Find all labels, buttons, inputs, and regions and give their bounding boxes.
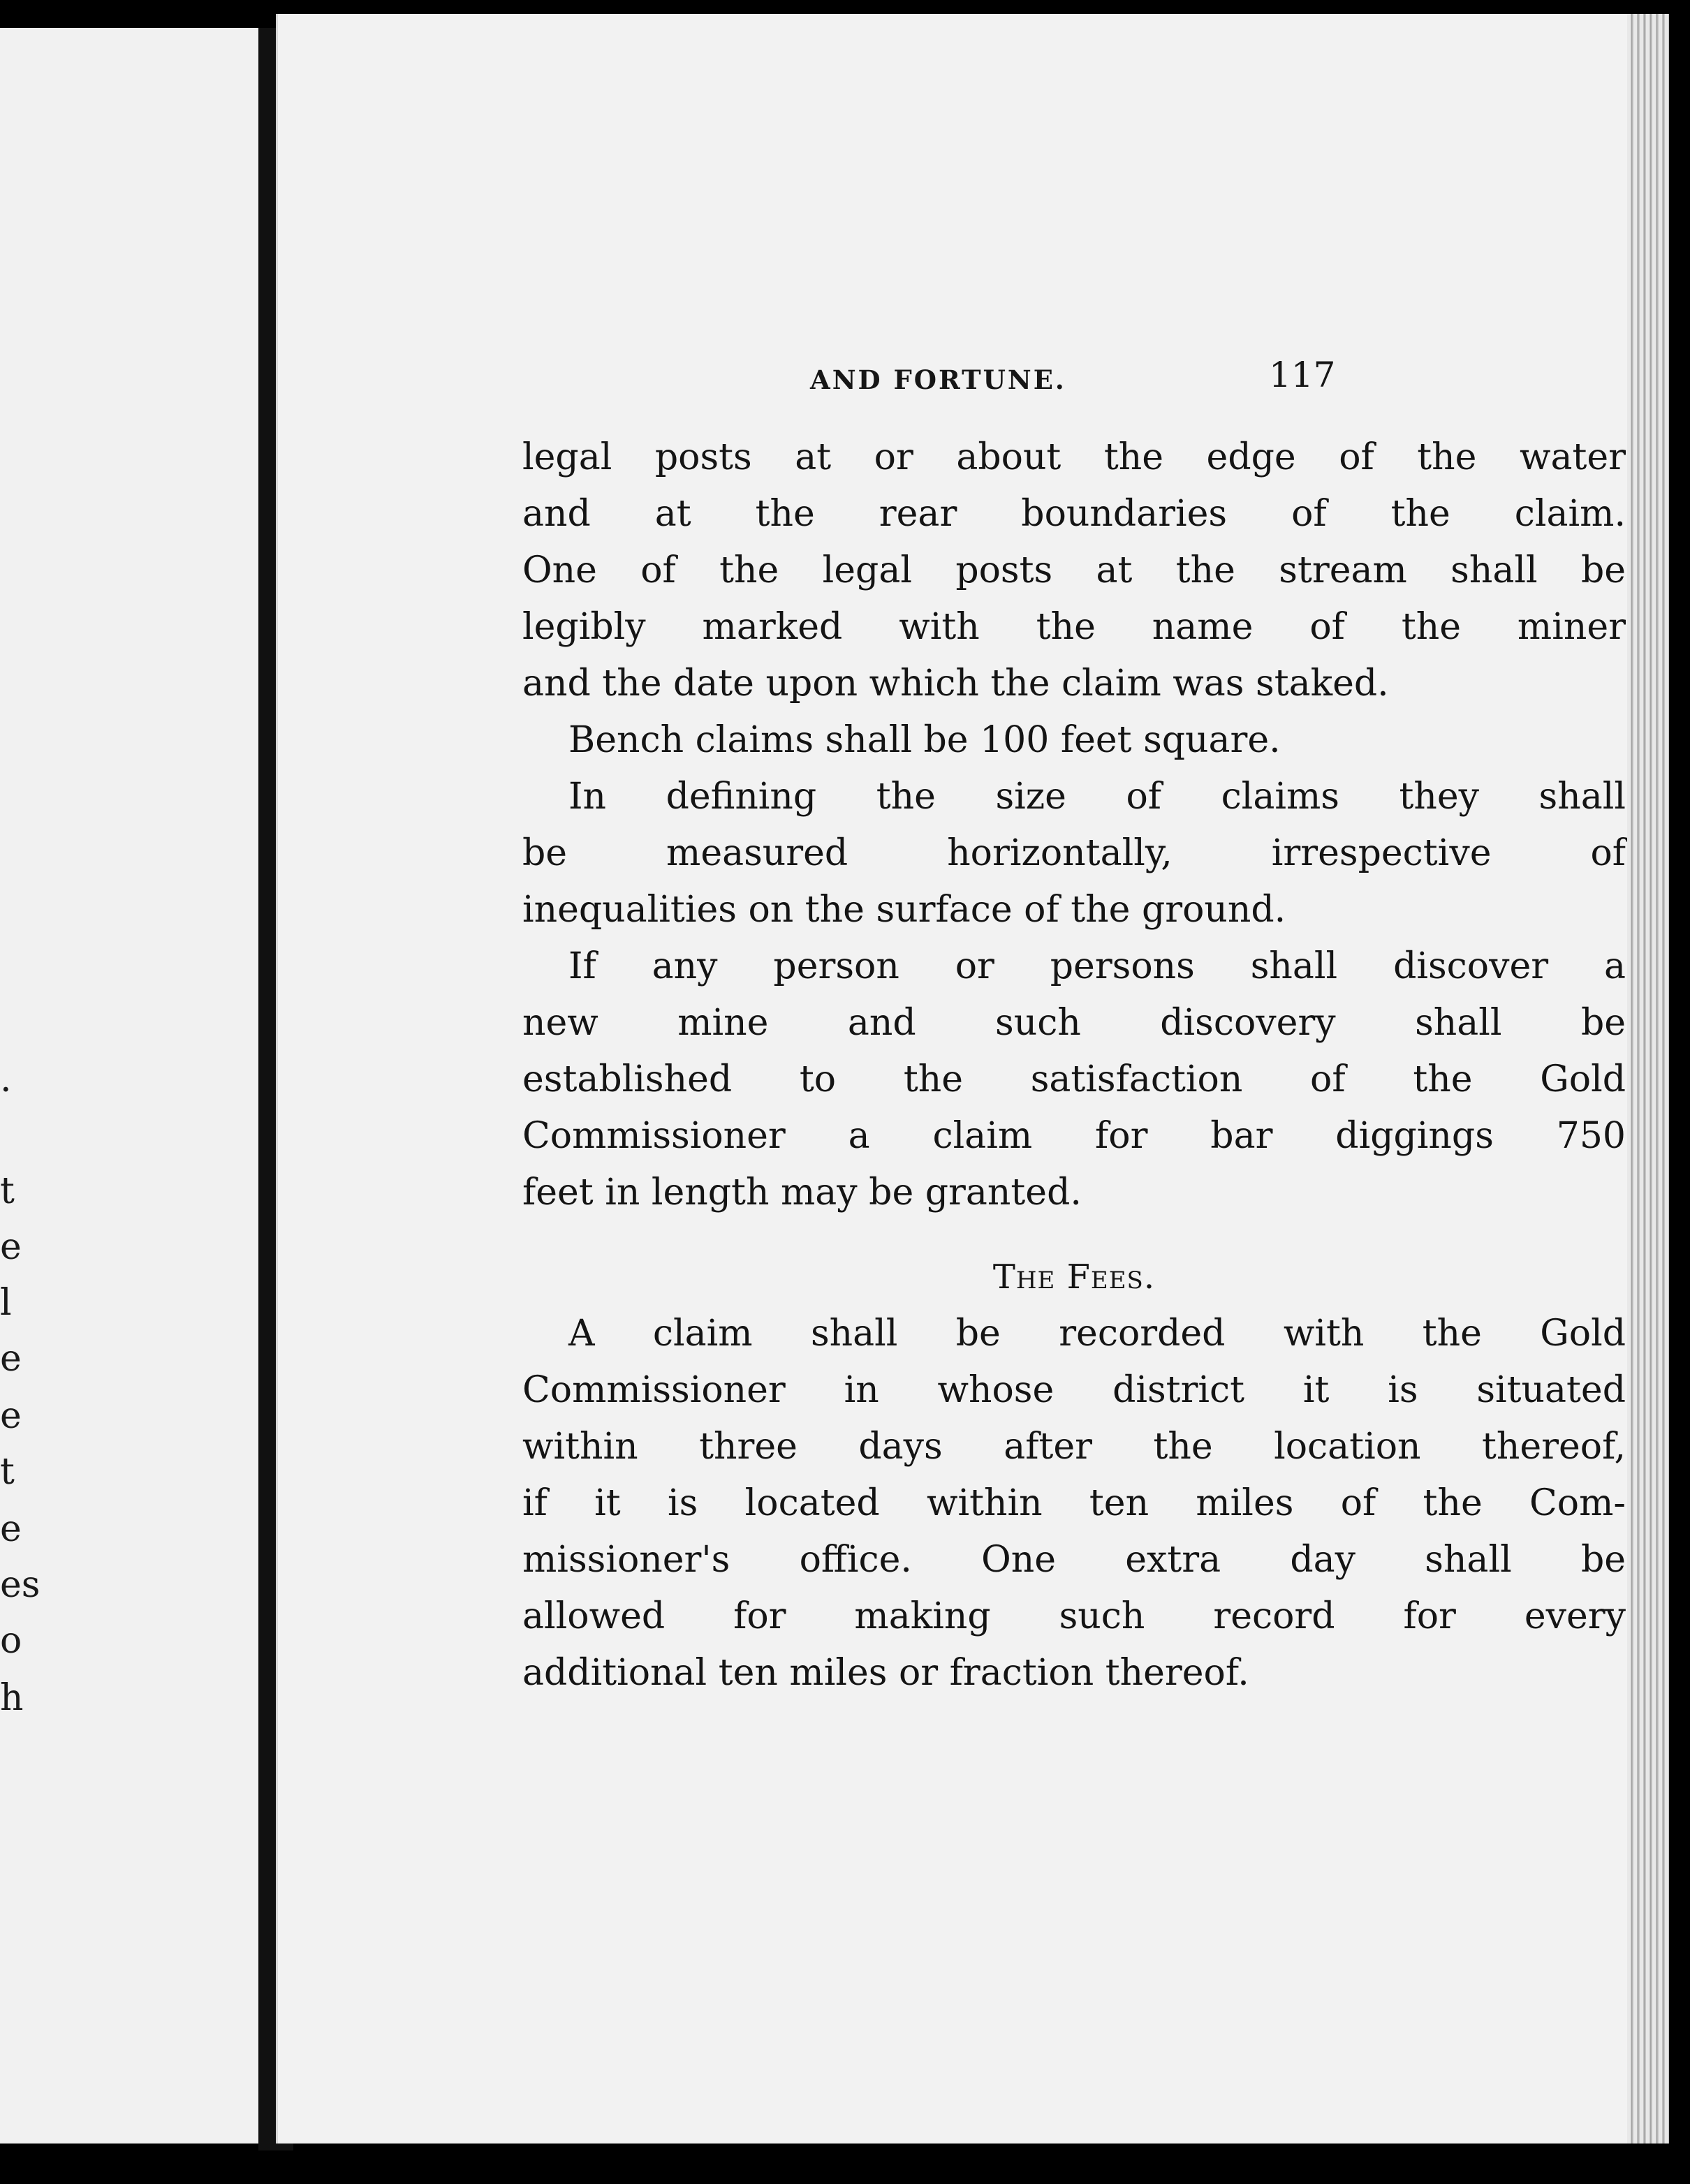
- facing-page-glyph: es: [0, 1564, 41, 1606]
- text-line: within three days after the location thereof,: [522, 1426, 1626, 1468]
- text-line: inequalities on the surface of the ground.: [522, 889, 1286, 931]
- text-line: and at the rear boundaries of the claim.: [522, 493, 1626, 535]
- text-line: If any person or persons shall discover a: [568, 945, 1626, 987]
- running-header: [278, 349, 1647, 398]
- facing-page-glyph: e: [0, 1508, 22, 1550]
- page-number: 117: [1269, 355, 1336, 395]
- text-line: One of the legal posts at the stream shall be: [522, 549, 1626, 591]
- text-line: and the date upon which the claim was staked.: [522, 663, 1389, 704]
- text-line: Commissioner in whose district it is situated: [522, 1369, 1626, 1411]
- text-line: if it is located within ten miles of the Com-: [522, 1482, 1626, 1524]
- body-text: [522, 429, 1626, 1702]
- text-line: feet in length may be granted.: [522, 1172, 1082, 1213]
- facing-page-text-fragments: [0, 28, 42, 2144]
- section-heading: The Fees.: [992, 1257, 1156, 1297]
- text-line: missioner's office. One extra day shall be: [522, 1539, 1626, 1581]
- page-117: [276, 14, 1647, 2144]
- facing-page-glyph: e: [0, 1395, 22, 1437]
- facing-page-glyph: .: [0, 1058, 12, 1100]
- facing-page-glyph: h: [0, 1677, 24, 1719]
- facing-page-left: [0, 28, 258, 2144]
- page-stack-edges: [1627, 14, 1669, 2144]
- text-line: established to the satisfaction of the Gold: [522, 1058, 1626, 1100]
- facing-page-glyph: l: [0, 1282, 12, 1324]
- facing-page-glyph: o: [0, 1620, 22, 1662]
- paragraph-discovery: [522, 938, 1626, 1221]
- paragraph-claim-size: [522, 769, 1626, 938]
- text-line: legibly marked with the name of the miner: [522, 606, 1626, 648]
- facing-page-glyph: e: [0, 1338, 22, 1380]
- facing-page-glyph: t: [0, 1170, 15, 1212]
- facing-page-glyph: t: [0, 1451, 15, 1493]
- text-line: additional ten miles or fraction thereof.: [522, 1652, 1249, 1694]
- facing-page-glyph: e: [0, 1226, 22, 1268]
- paragraph-posts: [522, 429, 1626, 712]
- paragraph-bench-claims: [522, 712, 1626, 769]
- text-line: new mine and such discovery shall be: [522, 1002, 1626, 1044]
- text-line: be measured horizontally, irrespective of: [522, 832, 1626, 874]
- running-title: AND FORTUNE.: [810, 364, 1066, 395]
- text-line: Bench claims shall be 100 feet square.: [568, 719, 1281, 761]
- text-line: allowed for making such record for every: [522, 1595, 1626, 1637]
- paragraph-fees: [522, 1306, 1626, 1702]
- text-line: legal posts at or about the edge of the water: [522, 436, 1626, 478]
- text-line: Commissioner a claim for bar diggings 750: [522, 1115, 1626, 1157]
- text-line: In defining the size of claims they shall: [568, 776, 1626, 818]
- text-line: A claim shall be recorded with the Gold: [568, 1313, 1626, 1355]
